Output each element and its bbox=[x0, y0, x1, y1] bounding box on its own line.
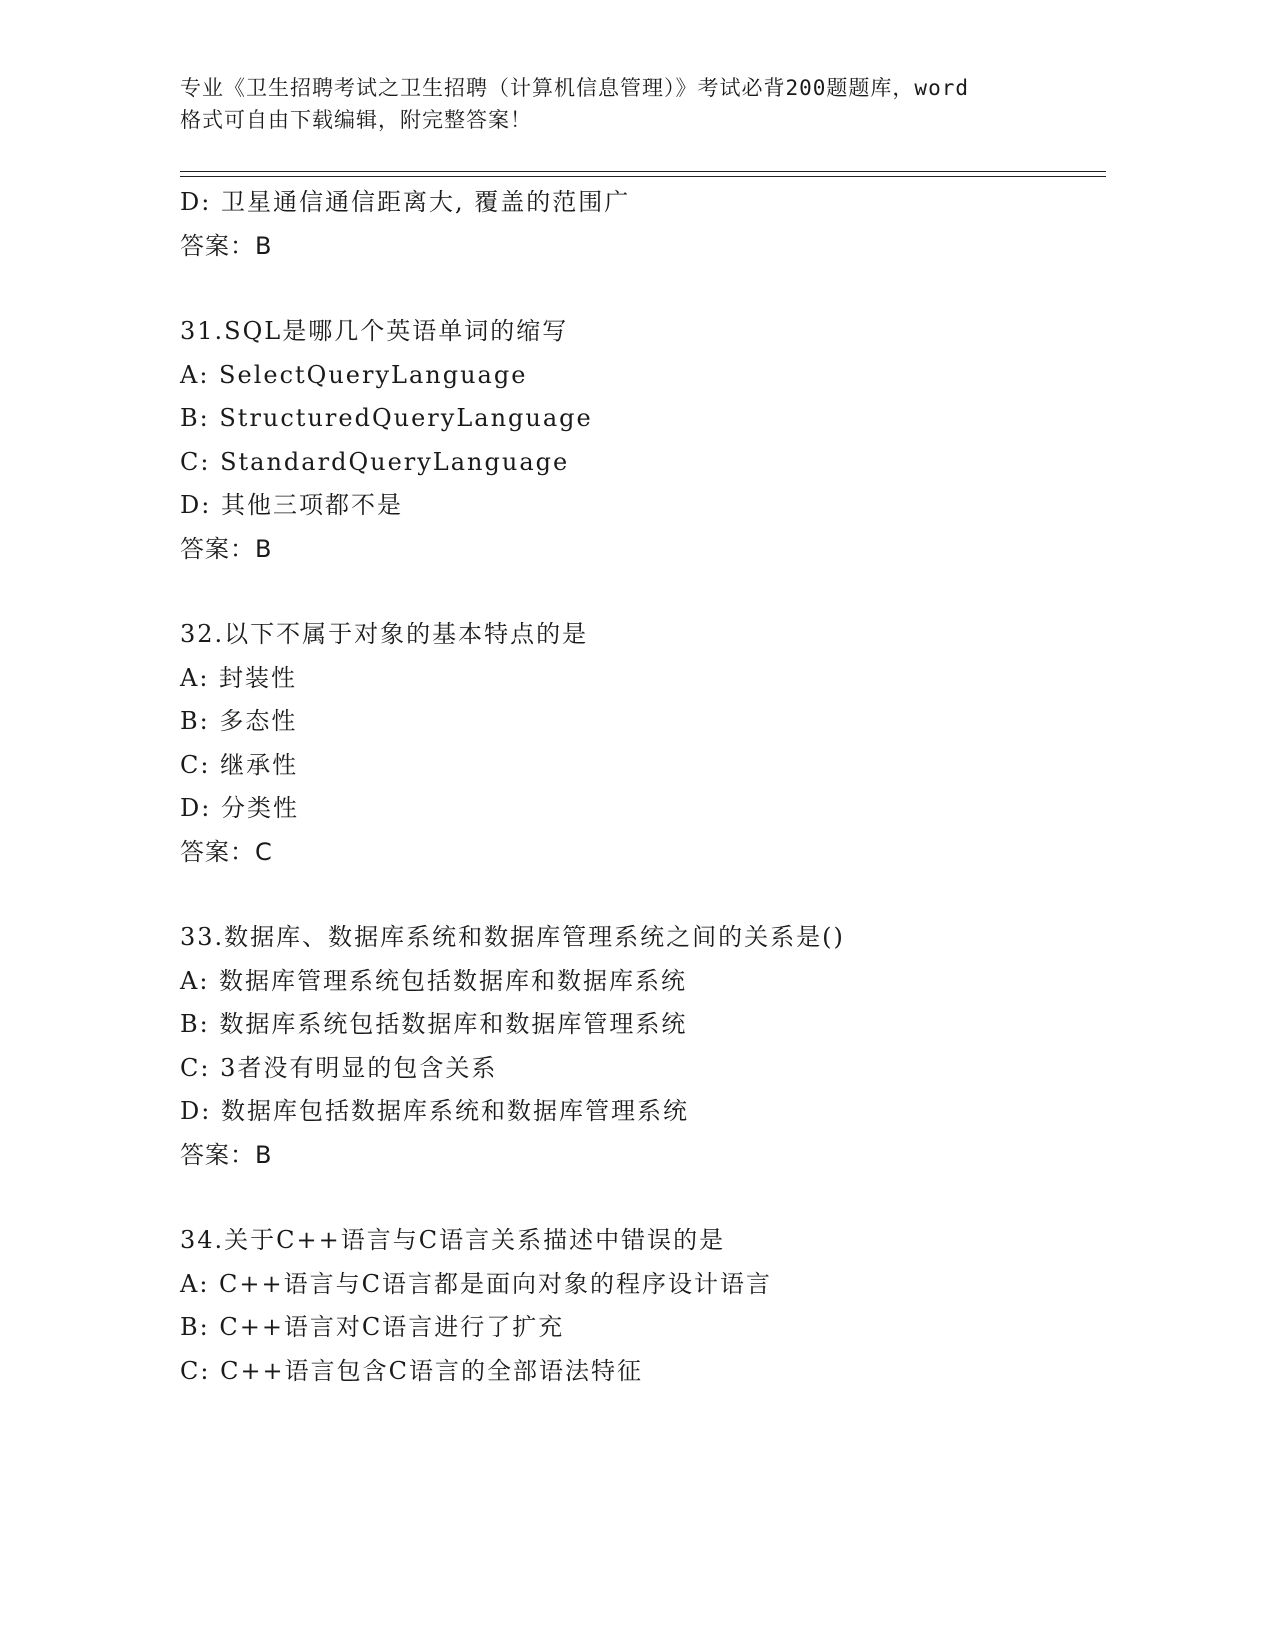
option-d: D: 数据库包括数据库系统和数据库管理系统 bbox=[180, 1097, 689, 1125]
option-b: B: StructuredQueryLanguage bbox=[180, 404, 593, 432]
question-stem: 33.数据库、数据库系统和数据库管理系统之间的关系是() bbox=[180, 923, 845, 951]
document-header bbox=[180, 72, 1060, 136]
answer-line: 答案：C bbox=[180, 837, 273, 866]
spacer bbox=[180, 1177, 1100, 1219]
option-c: C: C++语言包含C语言的全部语法特征 bbox=[180, 1356, 644, 1385]
option-b: B: 数据库系统包括数据库和数据库管理系统 bbox=[180, 1010, 688, 1038]
question-31 bbox=[180, 310, 1100, 571]
answer-line: 答案：B bbox=[180, 1140, 273, 1169]
header-title-line-1: 专业《卫生招聘考试之卫生招聘（计算机信息管理）》考试必背200题题库，word bbox=[180, 76, 969, 100]
option-c: C: 3者没有明显的包含关系 bbox=[180, 1053, 498, 1082]
answer-line: 答案：B bbox=[180, 231, 273, 260]
question-stem: 32.以下不属于对象的基本特点的是 bbox=[180, 620, 589, 648]
question-34 bbox=[180, 1219, 1100, 1393]
answer-line: 答案：B bbox=[180, 534, 273, 563]
option-d: D: 其他三项都不是 bbox=[180, 491, 403, 519]
option-a: A: 数据库管理系统包括数据库和数据库系统 bbox=[180, 966, 688, 995]
question-32 bbox=[180, 613, 1100, 874]
question-stem: 31.SQL是哪几个英语单词的缩写 bbox=[180, 317, 569, 345]
option-b: B: C++语言对C语言进行了扩充 bbox=[180, 1313, 565, 1341]
previous-question-tail bbox=[180, 181, 1100, 268]
option-a: A: 封装性 bbox=[180, 663, 298, 692]
option-d: D: 卫星通信通信距离大, 覆盖的范围广 bbox=[180, 188, 631, 216]
spacer bbox=[180, 571, 1100, 613]
question-33 bbox=[180, 916, 1100, 1177]
option-c: C: 继承性 bbox=[180, 750, 299, 779]
option-c: C: StandardQueryLanguage bbox=[180, 447, 570, 476]
header-divider-bottom bbox=[180, 176, 1106, 177]
spacer bbox=[180, 268, 1100, 310]
option-d: D: 分类性 bbox=[180, 794, 299, 822]
option-a: A: C++语言与C语言都是面向对象的程序设计语言 bbox=[180, 1269, 772, 1298]
header-divider-top bbox=[180, 171, 1106, 172]
header-title-line-2: 格式可自由下载编辑，附完整答案！ bbox=[180, 108, 532, 132]
option-a: A: SelectQueryLanguage bbox=[180, 360, 528, 389]
question-stem: 34.关于C++语言与C语言关系描述中错误的是 bbox=[180, 1226, 726, 1254]
spacer bbox=[180, 874, 1100, 916]
option-b: B: 多态性 bbox=[180, 707, 298, 735]
question-list bbox=[180, 181, 1100, 1393]
